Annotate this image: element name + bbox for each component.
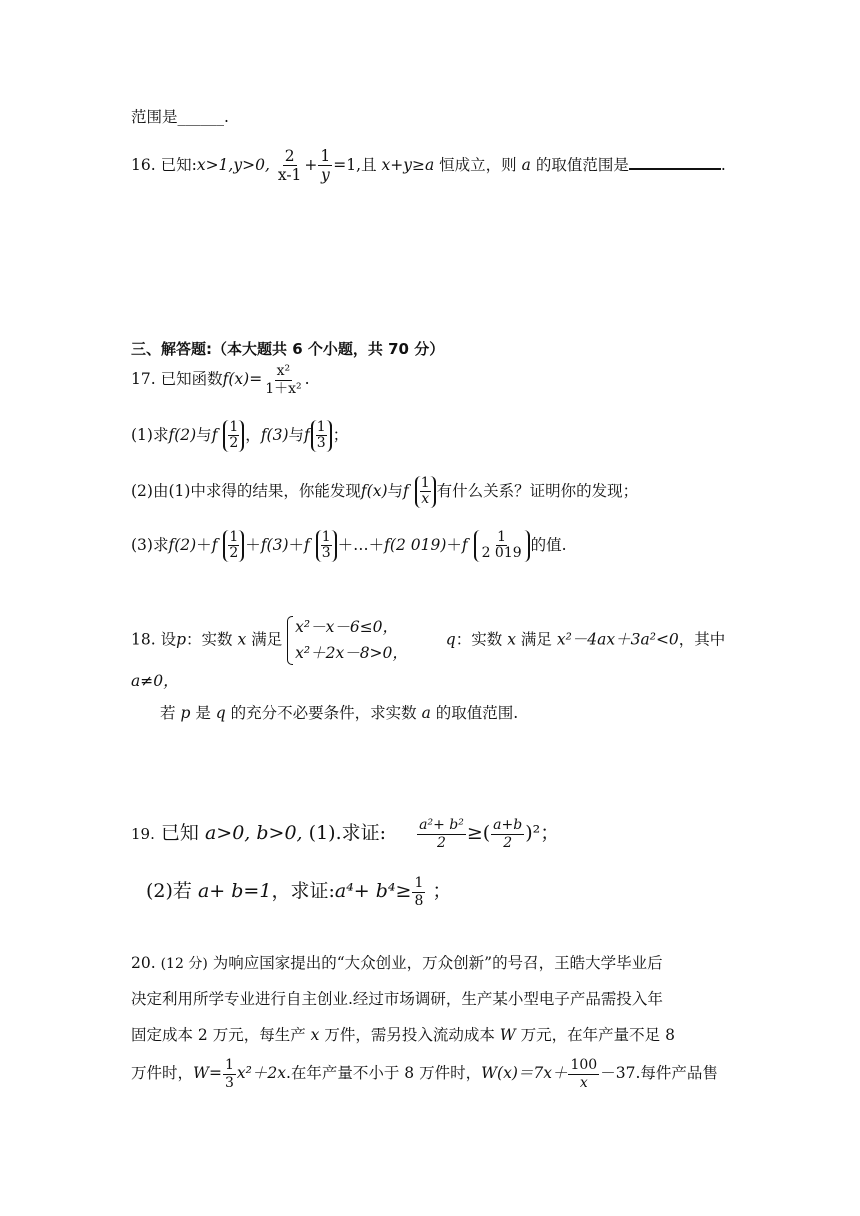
paren-fraction — [223, 530, 244, 562]
q16-end: . — [720, 155, 726, 174]
q15-tail-text: 范围是______. — [131, 108, 229, 126]
section-title: 三、解答题:（本大题共 6 个小题，共 70 分） — [131, 340, 445, 358]
q20-line3-wrap — [131, 1028, 675, 1044]
q18-var-a: a — [421, 704, 431, 722]
q18-text: 设 — [160, 630, 177, 649]
question-20 — [131, 956, 663, 972]
question-17 — [131, 364, 310, 396]
q16-cond-y: y>0, — [233, 155, 270, 174]
system-line-1: x²－x－6≤0， — [295, 618, 399, 636]
part-end: 的值. — [530, 535, 567, 554]
frac-num: 1 — [497, 529, 507, 545]
q16-eq: =1,且 — [333, 155, 377, 174]
q20-expr: x²＋2x — [236, 1064, 286, 1083]
question-number: 19. — [131, 825, 155, 844]
q17-stem-end: . — [304, 370, 310, 389]
q16-fraction-1 — [276, 148, 304, 184]
q18-text: 若 — [160, 704, 176, 722]
question-number: 16. — [131, 155, 156, 174]
q20-fraction-third — [223, 1058, 236, 1090]
frac-den: x — [421, 491, 430, 508]
q16-text1: 恒成立，则 — [439, 155, 517, 174]
q20-text: 固定成本 2 万元，每生产 — [131, 1026, 306, 1044]
q20-line4-wrap — [131, 1058, 718, 1090]
part-label: (2)若 — [146, 880, 192, 903]
q19-text: ，求证: — [271, 880, 335, 903]
q18-var-q: q — [445, 630, 456, 649]
frac-num: 1 — [320, 147, 331, 165]
frac-den: x — [579, 1074, 588, 1091]
frac-den: 1＋x² — [265, 380, 302, 397]
connector-text: 与 — [288, 425, 305, 444]
q16-ineq: x+y≥a — [381, 155, 435, 174]
q19-lhs-fraction — [417, 818, 466, 850]
plus-sign: ＋ — [288, 535, 305, 554]
frac-num: 1 — [229, 529, 239, 545]
q19-part2 — [146, 876, 451, 908]
math-expr: f(2 019) — [384, 535, 447, 554]
q18-text: 满足 — [251, 630, 283, 649]
frac-num: a²+ b² — [419, 817, 464, 833]
q20-wx: W(x) — [481, 1064, 518, 1083]
q20-var-x: x — [310, 1026, 320, 1044]
q20-fraction-100 — [568, 1058, 599, 1090]
comma: ， — [245, 425, 261, 444]
part-label: (1)求 — [131, 425, 169, 444]
paren-fraction — [415, 476, 436, 508]
frac-num: 1 — [321, 529, 331, 545]
connector-text: 与 — [387, 481, 404, 500]
frac-den: 3 — [321, 545, 331, 562]
q18-line3 — [160, 706, 518, 722]
q17-part2 — [131, 476, 638, 508]
q16-var-a: a — [521, 155, 531, 174]
connector-text: 与 — [196, 425, 212, 444]
frac-den: 3 — [316, 435, 326, 452]
q20-line2-wrap — [131, 992, 663, 1008]
paren-fraction — [311, 420, 332, 452]
q20-expr: ＝7x＋ — [517, 1064, 568, 1083]
part-end: ； — [332, 425, 349, 444]
q16-prefix: 已知: — [160, 155, 197, 174]
q19-rhs-fraction — [491, 818, 524, 850]
q18-text: 的取值范围. — [435, 704, 519, 722]
score-label: (12 分) — [160, 956, 208, 972]
q15-tail — [131, 110, 229, 126]
q20-var-w: W — [193, 1064, 209, 1083]
frac-num: 1 — [224, 1057, 234, 1073]
q16-fraction-2 — [318, 148, 332, 184]
frac-num: 1 — [414, 875, 424, 891]
frac-den: 3 — [224, 1074, 234, 1091]
frac-den: 8 — [414, 892, 424, 909]
frac-den: y — [320, 166, 330, 185]
math-expr: f(3) — [260, 425, 289, 444]
math-f: f — [304, 425, 310, 444]
question-number: 17. — [131, 370, 156, 389]
plus-sign: ＋ — [196, 535, 212, 554]
frac-num: 1 — [229, 419, 239, 435]
part-label: (3)求 — [131, 535, 169, 554]
q20-line1: 为响应国家提出的“大众创业，万众创新”的号召，王皓大学毕业后 — [212, 954, 663, 972]
question-18 — [131, 614, 725, 667]
q18-text: 是 — [195, 704, 211, 722]
question-16 — [131, 148, 726, 184]
q20-text: 万元，在年产量不足 8 — [520, 1026, 675, 1044]
system-line-2: x²＋2x－8>0， — [295, 644, 408, 663]
frac-num: a+b — [493, 817, 523, 833]
q16-cond-x: x>1, — [196, 155, 234, 174]
ellipsis: ＋…＋ — [337, 535, 385, 554]
q18-line2 — [131, 674, 179, 690]
part-label: (2)由(1)中求得的结果，你能发现 — [131, 481, 361, 500]
q20-text: 万件，需另投入流动成本 — [324, 1026, 495, 1044]
frac-num: 1 — [420, 475, 430, 491]
question-number: 20. — [131, 954, 156, 972]
frac-num: 1 — [316, 419, 326, 435]
part-text: 有什么关系？证明你的发现； — [436, 481, 639, 500]
question-19 — [131, 818, 559, 850]
math-f: f — [211, 535, 218, 554]
q17-stem: 已知函数 — [160, 370, 223, 389]
math-expr: f(2) — [168, 535, 197, 554]
q17-part1 — [131, 420, 348, 452]
question-number: 18. — [131, 630, 156, 649]
q19-eighth — [412, 876, 425, 908]
inequality-system — [287, 614, 408, 667]
math-expr: f(x) — [360, 481, 388, 500]
q18-ineq: x²－4ax＋3a²<0 — [556, 630, 679, 649]
q20-var-w: W — [499, 1026, 516, 1044]
section-heading — [131, 342, 444, 357]
math-expr: f(2) — [168, 425, 197, 444]
q20-eq: = — [208, 1064, 222, 1083]
q19-close: )²； — [525, 822, 560, 845]
q18-text: 的充分不必要条件，求实数 — [230, 704, 417, 722]
paren-fraction — [223, 420, 244, 452]
q17-part3 — [131, 530, 567, 562]
frac-den: 2 019 — [481, 545, 522, 562]
frac-num: x² — [276, 363, 291, 379]
q19-cond2: a+ b=1 — [197, 880, 272, 903]
q18-var-q: q — [215, 704, 226, 722]
plus-sign: ＋ — [446, 535, 462, 554]
frac-den: 2 — [229, 435, 239, 452]
part-label: (1).求证: — [308, 822, 387, 845]
plus-sign: ＋ — [245, 535, 261, 554]
q18-text: ：实数 — [455, 630, 503, 649]
q18-text: 满足 — [520, 630, 552, 649]
q20-text: 万件时， — [131, 1064, 194, 1083]
q17-fx: f(x) — [222, 370, 250, 389]
q18-text: ：实数 — [186, 630, 233, 649]
q19-cond: a>0, b>0, — [204, 822, 303, 845]
q19-geq: ≥( — [466, 822, 491, 845]
math-f: f — [403, 481, 409, 500]
q18-text: ，其中 — [678, 630, 726, 649]
frac-den: 2 — [503, 834, 513, 851]
q18-var-x: x — [237, 630, 247, 649]
frac-num: 100 — [570, 1057, 598, 1073]
q19-expr: a⁴+ b⁴≥ — [334, 880, 412, 903]
q19-text: 已知 — [160, 822, 199, 845]
paren-fraction — [474, 530, 530, 562]
q17-eq: = — [249, 370, 263, 389]
math-f: f — [461, 535, 468, 554]
frac-num: 2 — [284, 147, 295, 165]
q20-line2: 决定利用所学专业进行自主创业.经过市场调研，生产某小型电子产品需投入年 — [131, 990, 663, 1008]
q18-var-p: p — [180, 704, 191, 722]
math-f: f — [304, 535, 310, 554]
frac-den: x-1 — [277, 166, 302, 185]
q16-text2: 的取值范围是 — [535, 155, 629, 174]
q18-var-x: x — [507, 630, 516, 649]
q20-text: .在年产量不小于 8 万件时， — [285, 1064, 482, 1083]
q18-var-p: p — [176, 630, 187, 649]
q17-fraction — [263, 364, 303, 396]
paren-fraction — [316, 530, 337, 562]
frac-den: 2 — [229, 545, 239, 562]
q20-text: －37.每件产品售 — [600, 1064, 718, 1083]
math-expr: f(3) — [260, 535, 289, 554]
answer-blank[interactable] — [629, 168, 721, 170]
frac-den: 2 — [437, 834, 446, 851]
q18-condition: a≠0， — [131, 672, 179, 690]
plus-sign: + — [304, 155, 318, 174]
math-f: f — [211, 425, 218, 444]
q19-end: ； — [432, 880, 452, 903]
